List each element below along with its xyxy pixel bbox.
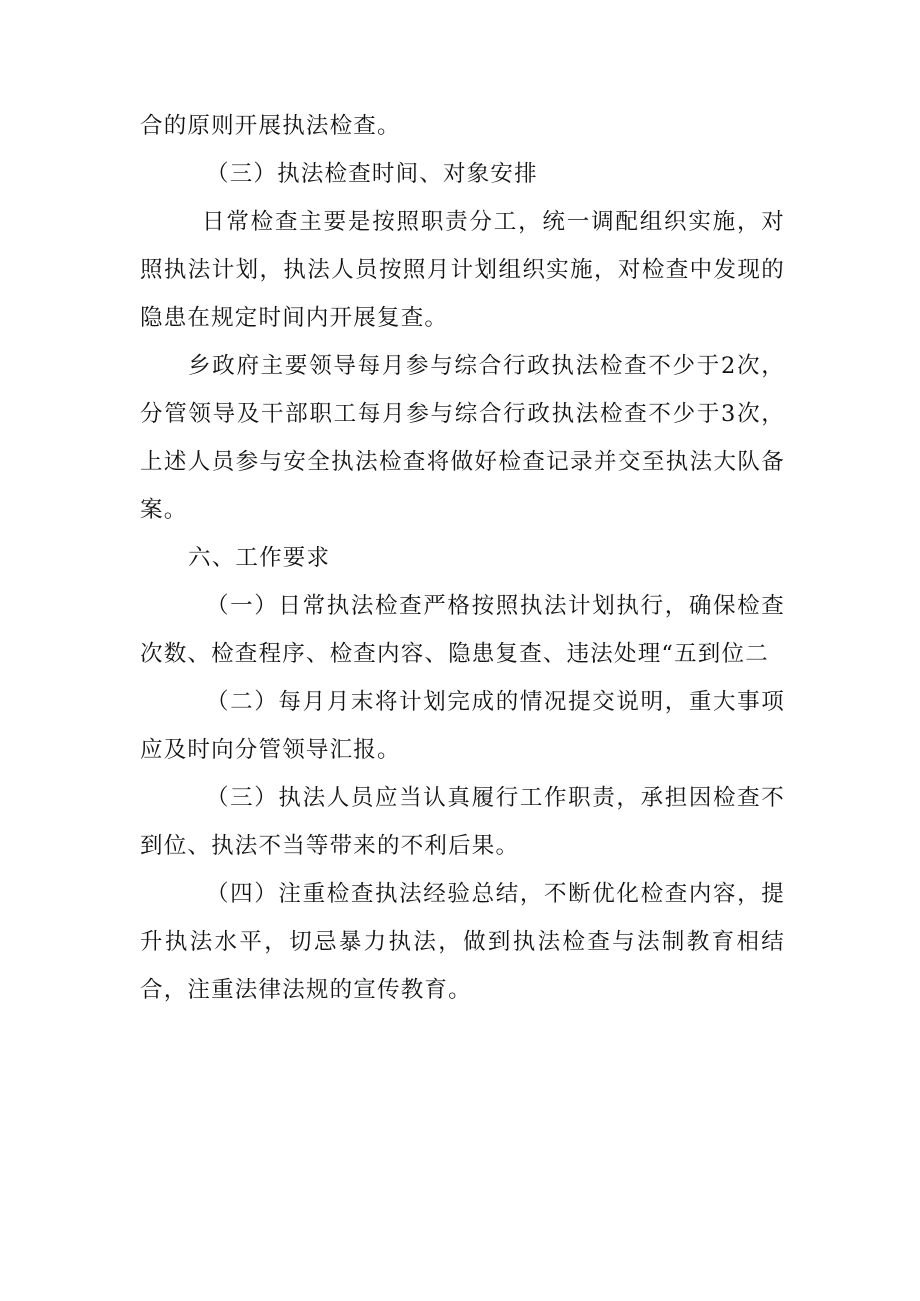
section-heading-requirements: 六、工作要求 xyxy=(188,545,331,571)
paragraph-leadership-participation: 乡政府主要领导每月参与综合行政执法检查不少于2次，分管领导及干部职工每月参与综合行政执法检查不少于3次，上述人员参与安全执法检查将做好检查记录并交至执法大队备案。 xyxy=(140,353,785,523)
requirement-item-2: （二）每月月末将计划完成的情况提交说明，重大事项应及时向分管领导汇报。 xyxy=(140,689,785,763)
paragraph-continuation: 合的原则开展执法检查。 xyxy=(140,113,401,139)
requirement-item-1: （一）日常执法检查严格按照执法计划执行，确保检查次数、检查程序、检查内容、隐患复查、违法处理“五到位二 xyxy=(140,593,785,667)
requirement-item-3: （三）执法人员应当认真履行工作职责，承担因检查不到位、执法不当等带来的不利后果。 xyxy=(140,785,785,859)
document-body xyxy=(140,102,785,1014)
requirement-item-4: （四）注重检查执法经验总结，不断优化检查内容，提升执法水平，切忌暴力执法，做到执法检查与法制教育相结合，注重法律法规的宣传教育。 xyxy=(140,881,785,1003)
paragraph-daily-inspection: 日常检查主要是按照职责分工，统一调配组织实施，对照执法计划，执法人员按照月计划组织实施，对检查中发现的隐患在规定时间内开展复查。 xyxy=(140,209,785,331)
section-heading-schedule: （三）执法检查时间、对象安排 xyxy=(206,161,538,187)
